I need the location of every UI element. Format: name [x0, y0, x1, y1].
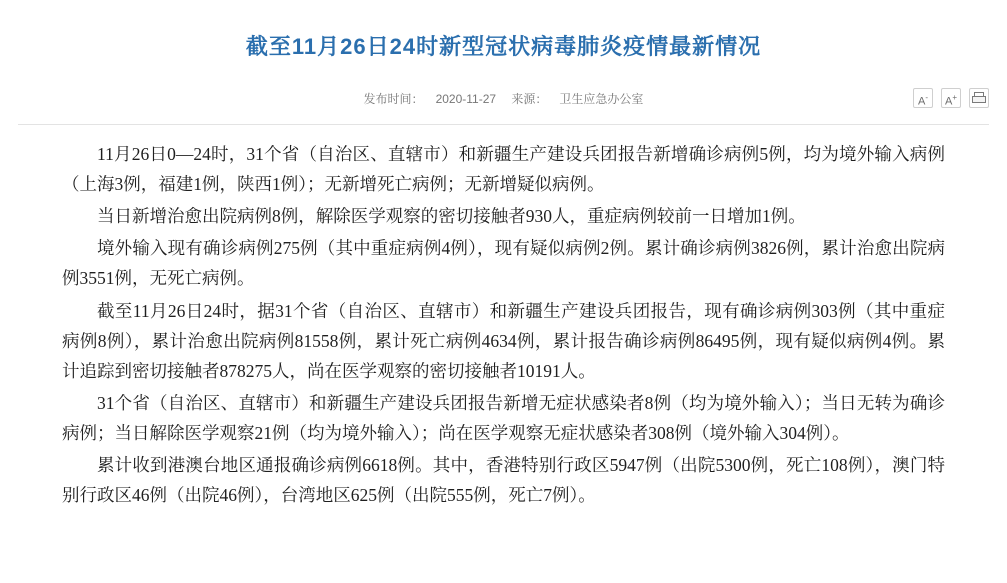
font-decrease-button[interactable]	[913, 88, 933, 108]
font-increase-button[interactable]	[941, 88, 961, 108]
font-decrease-label: A	[917, 95, 926, 108]
paragraph: 11月26日0—24时，31个省（自治区、直辖市）和新疆生产建设兵团报告新增确诊病例5例，均为境外输入病例（上海3例，福建1例，陕西1例）；无新增死亡病例；无新增疑似病例。	[62, 144, 945, 195]
source-value: 卫生应急办公室	[559, 92, 644, 107]
publish-time-label: 发布时间：	[363, 92, 424, 107]
paragraph: 截至11月26日24时，据31个省（自治区、直辖市）和新疆生产建设兵团报告，现有确诊病例303例（其中重症病例8例），累计治愈出院病例81558例，累计死亡病例4634例，累计报告确诊病例86495例，现有疑似病例4例。累计追踪到密切接触者878275人，尚在医学观察的密切接触者10191人。	[62, 300, 945, 381]
publish-time-value: 2020-11-27	[435, 92, 497, 107]
print-icon[interactable]	[969, 88, 989, 108]
meta-text	[358, 90, 650, 107]
paragraph: 31个省（自治区、直辖市）和新疆生产建设兵团报告新增无症状感染者8例（均为境外输入）；当日无转为确诊病例；当日解除医学观察21例（均为境外输入）；尚在医学观察无症状感染者308例（境外输入304例）。	[62, 392, 945, 443]
paragraph: 境外输入现有确诊病例275例（其中重症病例4例），现有疑似病例2例。累计确诊病例3826例，累计治愈出院病例3551例，无死亡病例。	[62, 238, 945, 289]
article-meta	[0, 90, 1007, 116]
paragraph: 当日新增治愈出院病例8例，解除医学观察的密切接触者930人，重症病例较前一日增加1例。	[97, 206, 806, 227]
font-decrease-sign: -	[925, 93, 928, 103]
font-increase-label: A	[944, 95, 953, 108]
source-label: 来源：	[511, 92, 548, 107]
paragraph: 累计收到港澳台地区通报确诊病例6618例。其中，香港特别行政区5947例（出院5300例，死亡108例），澳门特别行政区46例（出院46例），台湾地区625例（出院555例，死亡7例）。	[62, 455, 945, 506]
page-title: 截至11月26日24时新型冠状病毒肺炎疫情最新情况	[245, 33, 762, 59]
article-body	[0, 125, 1007, 510]
article-page	[0, 15, 1007, 583]
article-tools	[913, 88, 989, 108]
font-increase-sign: +	[952, 93, 957, 103]
